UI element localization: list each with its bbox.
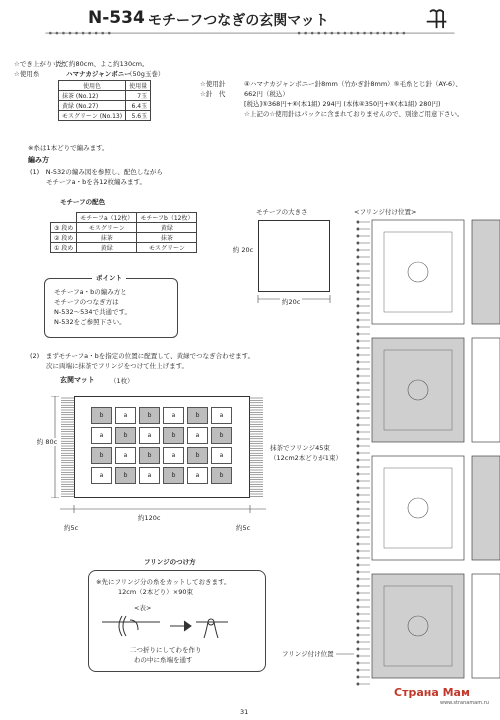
yarn-amount: 7玉 [126, 91, 151, 101]
fringe-dot [357, 361, 360, 364]
mat-cell-b: b [91, 407, 112, 424]
fringe-dot [357, 676, 360, 679]
chart-motif-partial [472, 220, 500, 324]
point-line-4: N-532をご参照下さい。 [54, 318, 126, 326]
fringe-note-1: 抹茶でフリンジ45束 [270, 444, 330, 452]
fringe-how-heading: フリンジのつけ方 [140, 558, 200, 566]
mat-cell-b: b [115, 467, 136, 484]
fringe-how-2: 12cm（2本どり）×90束 [118, 588, 194, 596]
yarn-unit: （50g玉巻） [126, 70, 165, 78]
watermark-logo: Страна Мам [394, 686, 470, 699]
motif-row: ② 段め [51, 233, 77, 243]
fringe-dot [357, 641, 360, 644]
fringe-dot [357, 620, 360, 623]
mat-cell-a: a [211, 447, 232, 464]
mat-cell-a: a [139, 427, 160, 444]
mat-grid [74, 396, 250, 498]
fringe-right [248, 394, 264, 502]
cost-label: ☆針 代 [200, 90, 226, 98]
motif-a-color: 抹茶 [77, 233, 137, 243]
fringe-dot [357, 403, 360, 406]
mat-count: （1枚） [110, 377, 134, 385]
table-row [59, 91, 151, 101]
fringe-dot [357, 627, 360, 630]
fringe-dot [357, 571, 360, 574]
fringe-dot [357, 221, 360, 224]
fringe-dot [357, 466, 360, 469]
tools-value: ④ハマナカジャンボニー針8mm（竹かぎ針8mm）⑤毛糸とじ針（AY-6）、 [244, 80, 462, 88]
fringe-dot [357, 242, 360, 245]
yarn-color: 黄緑 (No.27) [59, 101, 126, 111]
tools-label: ☆使用針 [200, 80, 226, 88]
yarn-color: モスグリーン (No.13) [59, 111, 126, 121]
yarn-brand: ハマナカジャンボニー [66, 70, 131, 78]
fringe-dot [357, 438, 360, 441]
chart-motif-partial [472, 574, 500, 678]
fringe-dot [357, 431, 360, 434]
mat-cell-a: a [91, 427, 112, 444]
yarn-amount: 5.6玉 [126, 111, 151, 121]
fringe-dot [357, 655, 360, 658]
mat-cell-b: b [115, 427, 136, 444]
fringe-position-chart [350, 218, 500, 688]
fringe-dot [357, 536, 360, 539]
fringe-dot [357, 228, 360, 231]
yarn-label: ☆使用糸 [14, 70, 40, 78]
fringe-attach-pointer [336, 650, 354, 658]
fringe-dot [357, 235, 360, 238]
motif-b-color: 抹茶 [137, 233, 197, 243]
mat-cell-b: b [187, 407, 208, 424]
chart-motif [372, 338, 464, 442]
motif-a-color: 黄緑 [77, 243, 137, 253]
fringe-dot [357, 284, 360, 287]
fringe-how-4: わの中に糸端を通す [134, 656, 193, 664]
fringe-dot [357, 263, 360, 266]
mat-cell-b: b [187, 447, 208, 464]
mat-cell-a: a [115, 407, 136, 424]
fringe-dot [357, 368, 360, 371]
fringe-length-left: 約5c [64, 524, 79, 532]
mat-cell-a: a [187, 467, 208, 484]
fringe-dot [357, 557, 360, 560]
fringe-dot [357, 599, 360, 602]
point-line-1: モチーフa・bの編み方と [54, 288, 127, 296]
yarn-color: 抹茶 (No.12) [59, 91, 126, 101]
fringe-dot [357, 270, 360, 273]
mat-cell-b: b [211, 427, 232, 444]
logo-icon [427, 10, 447, 28]
mat-cell-b: b [163, 467, 184, 484]
fringe-dot [357, 487, 360, 490]
chart-motif [372, 220, 464, 324]
motif-height: 約 20c [232, 246, 254, 254]
table-row [51, 233, 197, 243]
fringe-dot [357, 382, 360, 385]
mat-width-arrow [60, 504, 266, 514]
fringe-dot [357, 319, 360, 322]
fringe-dot [357, 333, 360, 336]
motif-a-color: モスグリーン [77, 223, 137, 233]
tools-note: ☆上記の☆使用針はパックに含まれておりませんので、別途ご用意下さい。 [244, 110, 464, 118]
fringe-note-2: （12cm2本どりが1束） [270, 454, 342, 462]
mat-heading: 玄関マット [60, 376, 95, 384]
motif-row: ③ 段め [51, 223, 77, 233]
step2-line1: (2) まずモチーフa・bを指定の位置に配置して、黄緑でつなぎ合わせます。 [30, 352, 255, 360]
mat-height: 約 80c [36, 438, 58, 446]
table-row [51, 243, 197, 253]
page-title: モチーフつなぎの玄関マット [148, 13, 329, 29]
fringe-dot [357, 480, 360, 483]
motif-col-empty [51, 213, 77, 223]
fringe-dot [357, 522, 360, 525]
fringe-illustration [100, 612, 230, 640]
fringe-length-right: 約5c [236, 524, 251, 532]
fringe-attach-label: フリンジ付け位置 [282, 650, 334, 658]
size-value: たて約80cm、よこ約130cm。 [56, 60, 149, 68]
fringe-how-3: 二つ折りにしてわを作り [130, 646, 202, 654]
yarn-col-color: 使用色 [59, 81, 126, 91]
mat-cell-a: a [187, 427, 208, 444]
point-line-2: モチーフのつなぎ方は [54, 298, 119, 306]
fringe-dot [357, 459, 360, 462]
fringe-dot [357, 634, 360, 637]
fringe-dot [357, 564, 360, 567]
chart-motif-partial [472, 456, 500, 560]
table-row [59, 101, 151, 111]
fringe-dot [357, 305, 360, 308]
fringe-dot [357, 529, 360, 532]
fringe-dot [357, 648, 360, 651]
fringe-dot [357, 389, 360, 392]
motif-b-color: 黄緑 [137, 223, 197, 233]
page-number: 31 [240, 708, 249, 716]
fringe-dot [357, 340, 360, 343]
fringe-dot [357, 515, 360, 518]
fringe-dot [357, 354, 360, 357]
fringe-dot [357, 550, 360, 553]
mat-cell-a: a [163, 407, 184, 424]
mat-cell-b: b [139, 447, 160, 464]
step1-line2: モチーフa・bを各12枚編みます。 [46, 178, 147, 186]
motif-b-color: モスグリーン [137, 243, 197, 253]
fringe-dot [357, 452, 360, 455]
fringe-dot [357, 249, 360, 252]
step1-line1: (1) N-532の編み図を参照し、配色しながら [30, 168, 163, 176]
fringe-dot [357, 473, 360, 476]
motif-row: ① 段め [51, 243, 77, 253]
pattern-id: N-534 [88, 8, 145, 28]
point-line-3: N-532〜534で共通です。 [54, 308, 132, 316]
motif-size-heading: モチーフの大きさ [256, 208, 308, 216]
size-label: ☆でき上がり寸法 [14, 60, 66, 68]
yarn-col-amount: 使用量 [126, 81, 151, 91]
mat-height-arrow [50, 396, 60, 498]
point-heading: ポイント [92, 274, 126, 282]
fringe-back-label: <表> [134, 604, 152, 612]
motif-color-table [50, 212, 197, 253]
fringe-dot [357, 347, 360, 350]
fringe-dot [357, 312, 360, 315]
fringe-dot [357, 410, 360, 413]
mat-width: 約120c [138, 514, 161, 522]
fringe-dot [357, 606, 360, 609]
chart-motif [372, 456, 464, 560]
fringe-dot [357, 508, 360, 511]
fringe-dot [357, 298, 360, 301]
yarn-note: ※糸は1本どりで編みます。 [28, 144, 109, 152]
fringe-dot [357, 501, 360, 504]
chart-motif-partial [472, 338, 500, 442]
fringe-dot [357, 592, 360, 595]
fringe-dot [357, 291, 360, 294]
mat-cell-a: a [91, 467, 112, 484]
mat-cell-b: b [91, 447, 112, 464]
fringe-dot [357, 277, 360, 280]
fringe-dot [357, 578, 360, 581]
step2-line2: 次に両端に抹茶でフリンジをつけて仕上げます。 [46, 362, 189, 370]
fringe-dot [357, 445, 360, 448]
fringe-dot [357, 494, 360, 497]
fringe-dot [357, 613, 360, 616]
fringe-dot [357, 543, 360, 546]
yarn-table [58, 80, 151, 121]
mat-cell-a: a [115, 447, 136, 464]
mat-cell-b: b [163, 427, 184, 444]
fringe-dot [357, 375, 360, 378]
fringe-dot [357, 585, 360, 588]
chart-motif [372, 574, 464, 678]
mat-cell-a: a [163, 447, 184, 464]
fringe-dot [357, 417, 360, 420]
fringe-dot [357, 396, 360, 399]
table-row [59, 111, 151, 121]
motif-col-a: モチーフa（12枚） [77, 213, 137, 223]
mat-cell-a: a [211, 407, 232, 424]
fringe-dot [357, 662, 360, 665]
method-heading: 編み方 [28, 156, 49, 164]
mat-cell-b: b [211, 467, 232, 484]
fringe-dot [357, 326, 360, 329]
fringe-dot [357, 683, 360, 686]
fringe-dot [357, 424, 360, 427]
cost-value: [税込]⑤368円+⑥(本1組) 294円 (本体④350円+⑤(本1組) 280円) [244, 100, 441, 108]
table-row [51, 223, 197, 233]
fringe-dot [357, 669, 360, 672]
fringe-position-heading: <フリンジ付け位置> [354, 208, 417, 216]
mat-cell-b: b [139, 407, 160, 424]
fringe-how-1: ※先にフリンジ分の糸をカットしておきます。 [96, 578, 231, 586]
mat-cell-a: a [139, 467, 160, 484]
tools-price: 662円（税込） [244, 90, 289, 98]
watermark-url: www.stranamam.ru [440, 700, 489, 706]
motif-width: 約20c [282, 298, 301, 306]
fringe-dot [357, 256, 360, 259]
motif-color-heading: モチーフの配色 [60, 198, 106, 206]
fringe-left [60, 394, 76, 502]
yarn-amount: 6.4玉 [126, 101, 151, 111]
motif-size-square [258, 220, 330, 292]
motif-col-b: モチーフb（12枚） [137, 213, 197, 223]
